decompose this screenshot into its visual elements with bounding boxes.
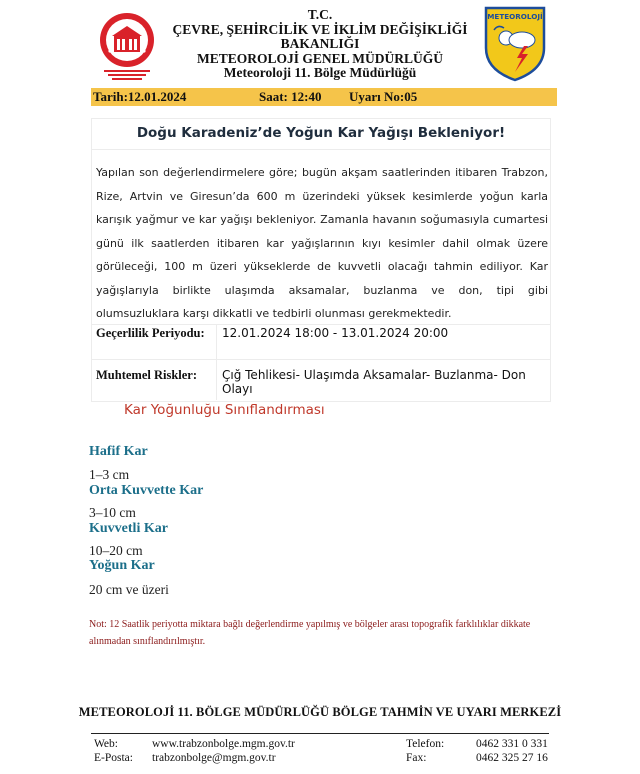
warning-date: Tarih:12.01.2024 xyxy=(93,89,187,104)
bulletin-body: Yapılan son değerlendirmelere göre; bugün akşam saatlerinden itibaren Trabzon, Rize, Artvin ve Giresun’da 600 m üzerindeki yüksek kesimlerde yoğun karla karışık yağmur ve kar yağışı bekleniyor. Zamanla havanın soğumasıyla cumartesi günü ilk saatlerden itibaren kar yağışlarının kıyı kesimler dahil olmak üzere görüleceği, 100 m üzeri yükseklerde de kuvvetli olacağı tahmin ediliyor. Kar yağışlarıyla birlikte ulaşımda aksamalar, buzlanma ve don, tipi gibi olumsuzluklara karşı dikkatli ve tedbirli olunması gerekmektedir. xyxy=(96,166,548,320)
document-header xyxy=(0,0,640,88)
heading-line-region: Meteoroloji 11. Bölge Müdürlüğü xyxy=(223,65,417,80)
ministry-emblem-icon xyxy=(96,8,158,82)
classification-title: Kar Yoğunluğu Sınıflandırması xyxy=(124,402,325,418)
web-link[interactable]: www.trabzonbolge.mgm.gov.tr xyxy=(152,738,295,750)
bulletin-panel xyxy=(91,118,551,402)
heading-line-directorate: METEOROLOJİ GENEL MÜDÜRLÜĞÜ xyxy=(196,50,444,66)
fax-value: 0462 325 27 16 xyxy=(476,752,548,764)
footer-divider xyxy=(91,733,549,734)
fax-label: Fax: xyxy=(406,752,427,764)
warning-time: Saat: 12:40 xyxy=(259,89,322,104)
heading-line-ministry: ÇEVRE, ŞEHİRCİLİK VE İKLİM DEĞİŞİKLİĞİ xyxy=(172,21,468,37)
category-name: Yoğun Kar xyxy=(89,558,155,573)
footer-title: METEOROLOJİ 11. BÖLGE MÜDÜRLÜĞÜ BÖLGE TAHMİN VE UYARI MERKEZİ xyxy=(78,705,562,719)
email-link[interactable]: trabzonbolge@mgm.gov.tr xyxy=(152,752,276,764)
category-name: Orta Kuvvette Kar xyxy=(89,483,204,498)
risks-label: Muhtemel Riskler: xyxy=(96,368,198,382)
risks-value: Çığ Tehlikesi- Ulaşımda Aksamalar- Buzlanma- Don Olayı xyxy=(222,368,526,396)
web-label: Web: xyxy=(94,738,118,750)
divider xyxy=(92,324,550,325)
category-name: Hafif Kar xyxy=(89,444,148,459)
logo-lettering: METEOROLOJİ xyxy=(487,12,543,21)
phone-value: 0462 331 0 331 xyxy=(476,738,548,750)
classification-note: Not: 12 Saatlik periyotta miktara bağlı değerlendirme yapılmış ve bölgeler arası topografik farklılıklar dikkate alınmadan sınıflandırılmıştır. xyxy=(89,619,531,647)
heading-line-tc: T.C. xyxy=(307,7,333,22)
warning-info-bar xyxy=(91,88,557,106)
validity-value: 12.01.2024 18:00 - 13.01.2024 20:00 xyxy=(222,326,449,340)
category-range: 20 cm ve üzeri xyxy=(89,582,169,597)
divider xyxy=(92,359,550,360)
warning-number: Uyarı No:05 xyxy=(349,89,418,104)
category-name: Kuvvetli Kar xyxy=(89,521,168,536)
validity-label: Geçerlilik Periyodu: xyxy=(96,326,205,340)
email-label: E-Posta: xyxy=(94,752,133,764)
table-divider xyxy=(216,324,217,400)
category-range: 1–3 cm xyxy=(89,467,130,482)
phone-label: Telefon: xyxy=(406,738,445,750)
category-range: 3–10 cm xyxy=(89,505,136,520)
bulletin-headline: Doğu Karadeniz’de Yoğun Kar Yağışı Bekleniyor! xyxy=(136,125,506,141)
divider xyxy=(92,149,550,150)
category-range: 10–20 cm xyxy=(89,543,143,558)
meteoroloji-logo-icon xyxy=(484,6,546,82)
ministry-heading xyxy=(160,8,480,81)
heading-line-bakanlik: BAKANLIĞI xyxy=(280,36,360,51)
